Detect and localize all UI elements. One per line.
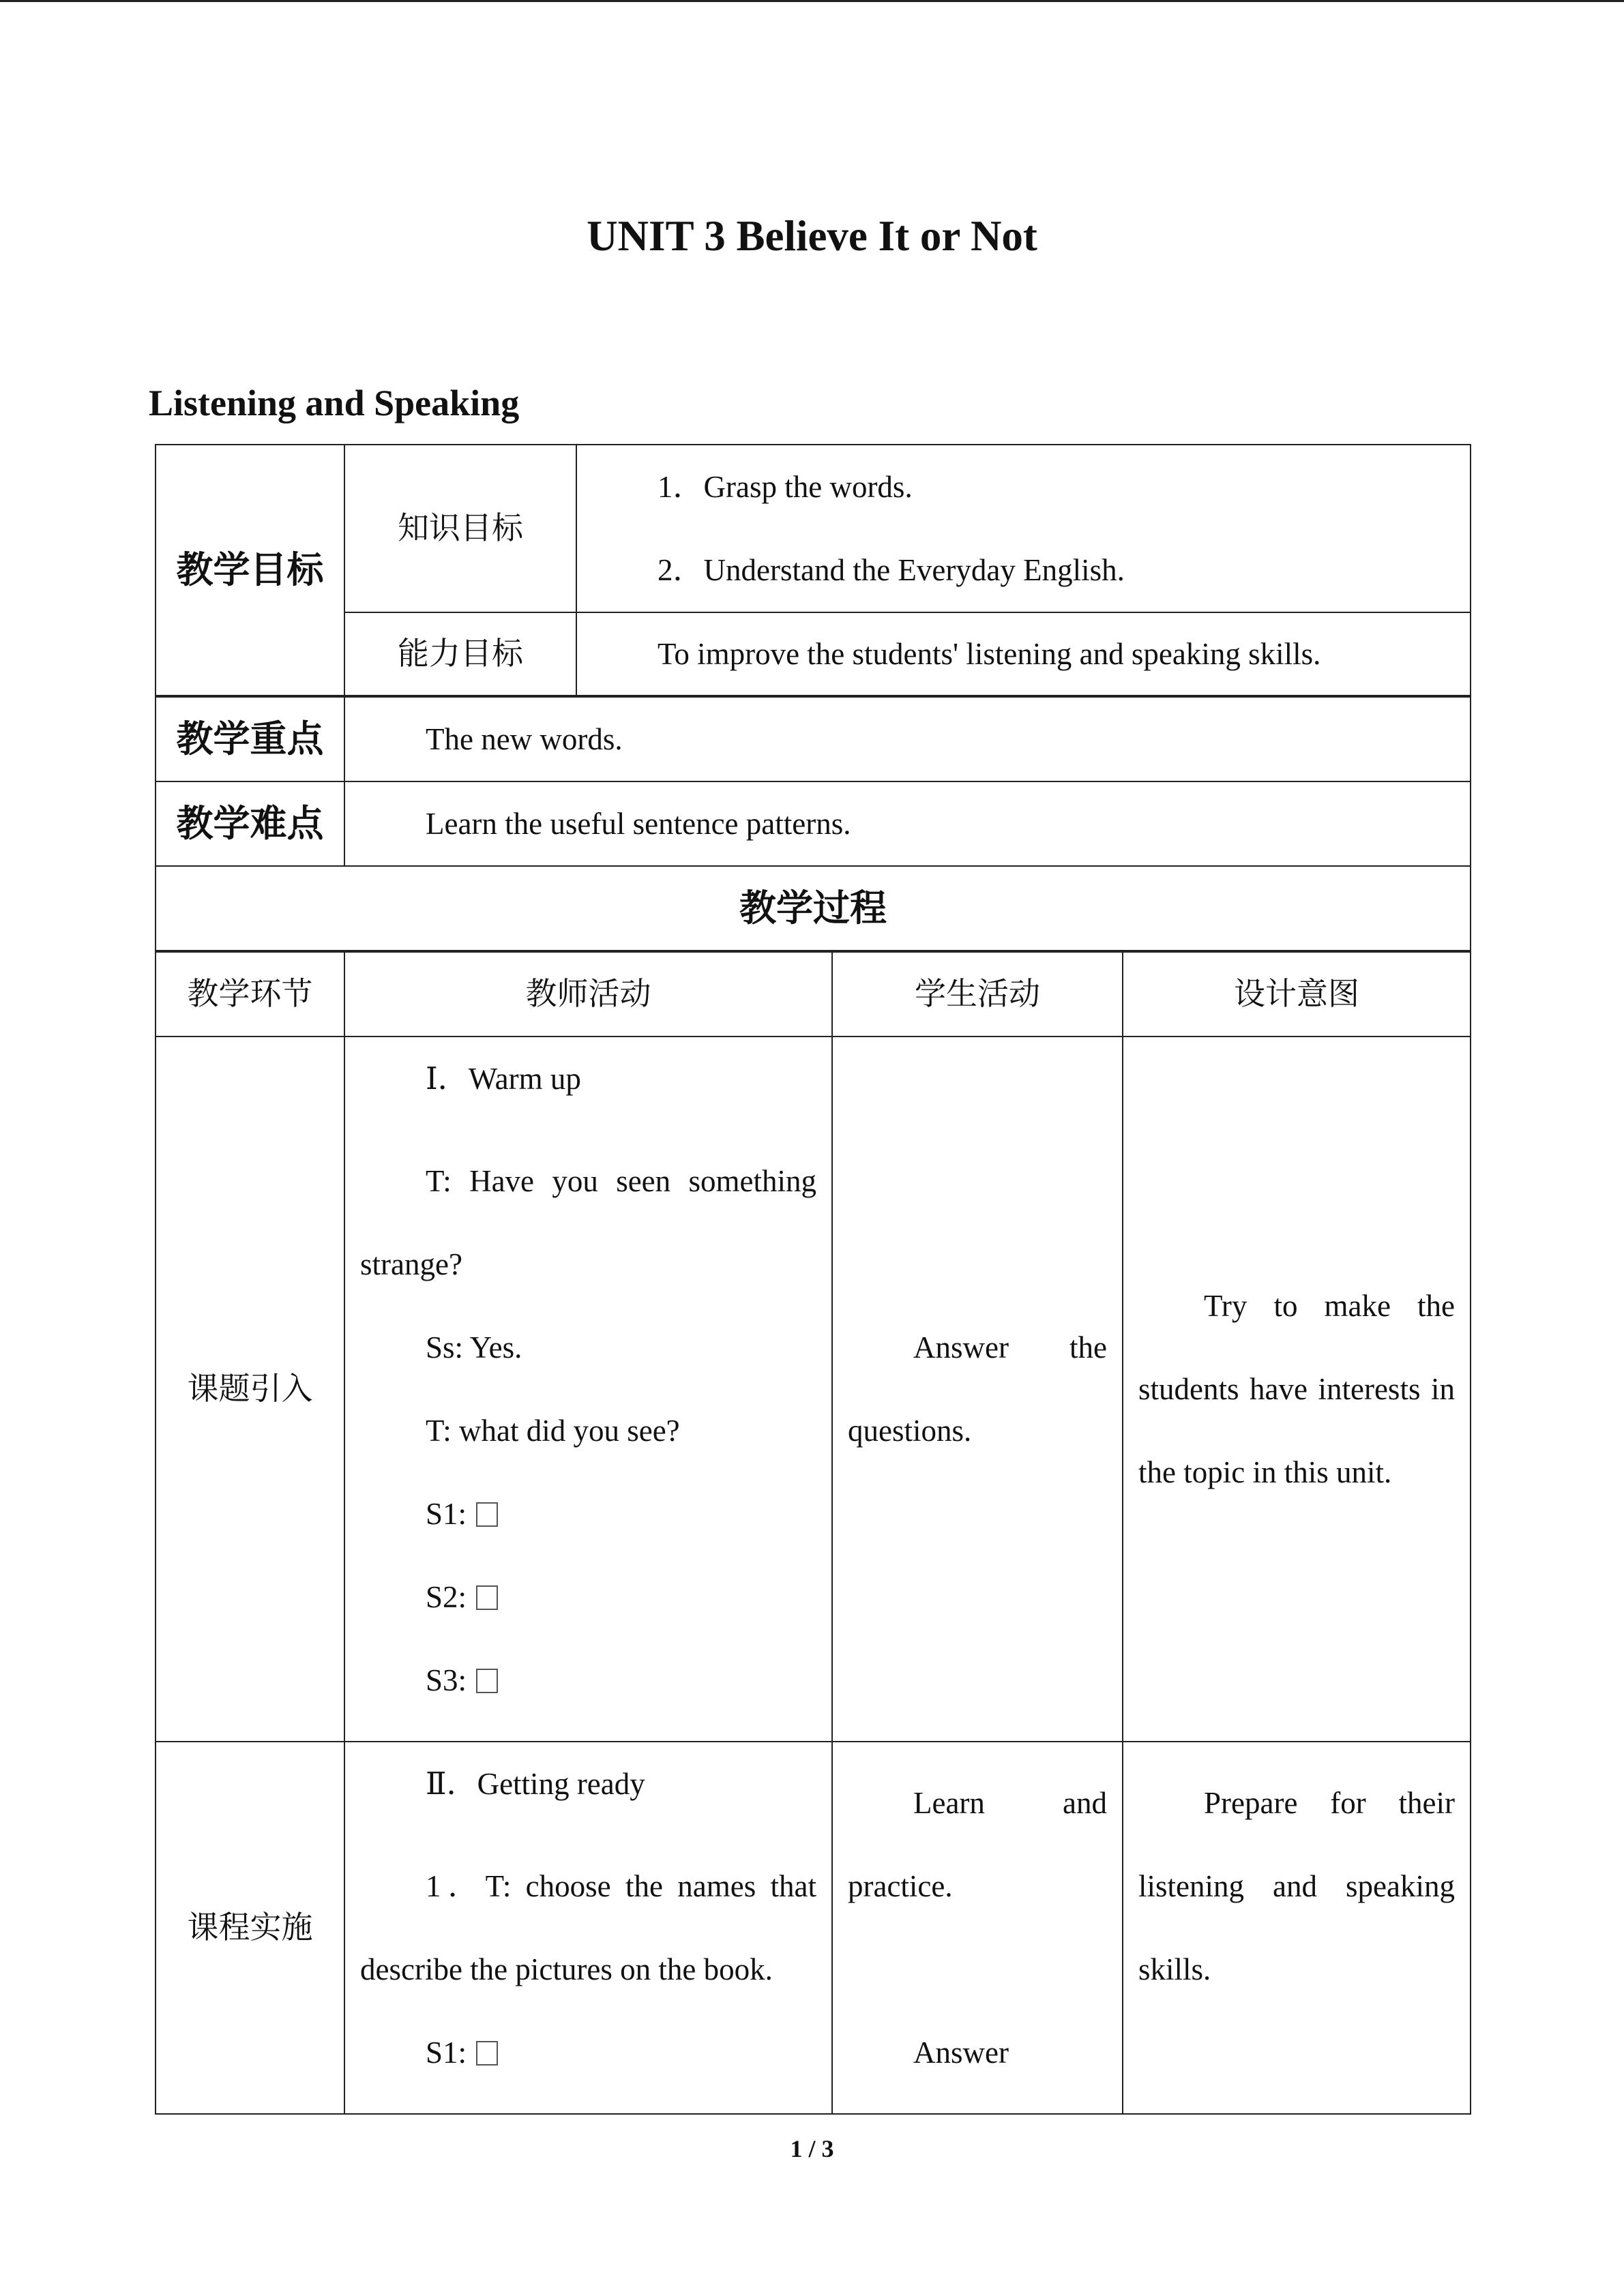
teacher-line-s3 [360, 1639, 816, 1722]
document-title: UNIT 3 Believe It or Not [587, 212, 1037, 260]
section-heading: Listening and Speaking [149, 383, 520, 423]
page-top-border [0, 0, 1624, 2]
purpose-text: Prepare for their listening and speaking skills. [1138, 1786, 1455, 1986]
lesson-plan-table [155, 444, 1470, 2115]
purpose-text: Try to make the students have interests in the topic in this unit. [1138, 1289, 1455, 1489]
column-header-stage: 教学环节 [156, 952, 344, 1037]
placeholder-box-icon [476, 1585, 498, 1610]
teacher-line: 1．T: choose the names that describe the pictures on the book. [360, 1869, 816, 1986]
student-activity-implementation [832, 1742, 1123, 2114]
student-activity-warmup [832, 1037, 1123, 1742]
teacher-line-s2 [360, 1555, 816, 1639]
difficulties-text: Learn the useful sentence patterns. [344, 781, 1471, 866]
teacher-line: Ⅰ．Warm up [426, 1062, 581, 1096]
knowledge-objective-list [576, 445, 1471, 612]
speaker-label: S3: [426, 1663, 467, 1697]
table-row [156, 1742, 1471, 2114]
placeholder-box-icon [476, 2041, 498, 2066]
teacher-activity-implementation [344, 1742, 832, 2114]
design-purpose-warmup [1123, 1037, 1471, 1742]
difficulties-label: 教学难点 [156, 781, 344, 866]
teacher-line-s1 [360, 1472, 816, 1555]
knowledge-item: 2．Understand the Everyday English. [658, 553, 1125, 587]
stage-implementation: 课程实施 [156, 1742, 344, 2114]
speaker-label: S1: [426, 2036, 467, 2070]
design-purpose-implementation [1123, 1742, 1471, 2114]
key-points-label: 教学重点 [156, 697, 344, 781]
ability-objective-text: To improve the students' listening and speaking skills. [576, 612, 1471, 696]
knowledge-item: 1．Grasp the words. [658, 470, 913, 504]
teacher-line: Ss: Yes. [426, 1330, 522, 1365]
focus-table [155, 696, 1471, 951]
column-header-teacher: 教师活动 [344, 952, 832, 1037]
column-header-purpose: 设计意图 [1123, 952, 1471, 1037]
key-points-text: The new words. [344, 697, 1471, 781]
teacher-line-s1 [360, 2011, 816, 2094]
process-header: 教学过程 [156, 866, 1471, 951]
teacher-line: Ⅱ．Getting ready [426, 1767, 645, 1801]
placeholder-box-icon [476, 1669, 498, 1693]
table-row [156, 1037, 1471, 1742]
objectives-table [155, 444, 1471, 696]
student-text: Answer [913, 2036, 1009, 2070]
placeholder-box-icon [476, 1502, 498, 1527]
student-text: Learn and practice. [848, 1786, 1107, 1903]
knowledge-objective-label: 知识目标 [344, 445, 576, 612]
teacher-line: T: Have you seen something strange? [360, 1164, 816, 1281]
student-text: Answer the questions. [848, 1330, 1107, 1448]
objectives-label: 教学目标 [156, 445, 344, 696]
stage-warmup: 课题引入 [156, 1037, 344, 1742]
column-header-student: 学生活动 [832, 952, 1123, 1037]
speaker-label: S2: [426, 1580, 467, 1614]
teacher-activity-warmup [344, 1037, 832, 1742]
page-number: 1 / 3 [790, 2135, 834, 2162]
ability-objective-label: 能力目标 [344, 612, 576, 696]
speaker-label: S1: [426, 1497, 467, 1531]
process-table [155, 951, 1471, 2115]
teacher-line: T: what did you see? [426, 1414, 680, 1448]
